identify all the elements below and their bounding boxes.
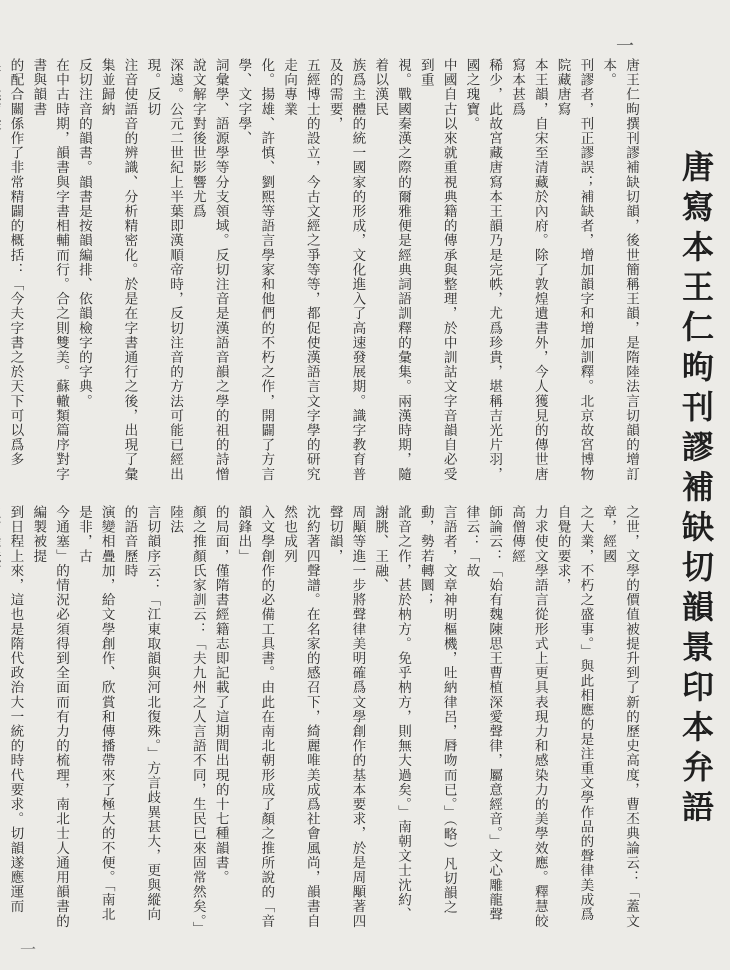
- text-column: 之大業，不朽之盛事。」與此相應的是注重文學作品的聲律美成爲自覺的要求，: [554, 505, 594, 922]
- text-column: 力求使文學語言從形式上更具表現力和感染力的美學效應。釋慧皎高僧傳經: [509, 505, 548, 929]
- text-column: 沈約著四聲譜。在名家的感召下，綺麗唯美成爲社會風尚，韻書自然也成列: [281, 505, 320, 929]
- text-column: 之世，文學的價值被提升到了新的歷史高度，曹丕典論云：「蓋文章，經國: [600, 505, 639, 929]
- text-column: 化。揚雄、許慎、劉熙等語言學家和他們的不朽之作，開闢了方言學、文字學、: [235, 58, 275, 482]
- text-column: 五經博士的設立，今古文經之爭等等，都促使漢語言文字學的研究走向專業: [281, 58, 320, 482]
- text-column: 本王韻，自宋至清藏於內府。除了敦煌遺書外，今人獲見的傳世唐寫本甚爲: [509, 58, 548, 482]
- text-column: 的配合關係作了非常精闢的概括：「今夫字書之於天下可以爲多: [7, 58, 24, 467]
- text-column: 今通塞」的情況必須得到全面而有力的梳理，南北士人通用韻書的編製被提: [30, 505, 70, 929]
- bottom-marker: 一: [20, 940, 37, 959]
- text-column: 言語者，文章神明樞機，吐納律呂，脣吻而已。」（略）凡切韻之動，勢若轉圜；: [417, 505, 457, 915]
- text-column: 顏之推顏氏家訓云：「夫九州之人言語不同，生民已來固常然矣。」陸法: [167, 505, 206, 930]
- text-column: 言切韻序云：「江東取韻與河北復殊。」方言歧異甚大，更與縱向的語音歷時: [121, 505, 161, 922]
- text-column: 深遠。公元二世紀上半葉即漢順帝時，反切注音的方法可能已經出現。反切: [144, 58, 184, 482]
- page-title: 唐寫本王仁昫刊謬補缺切韻景印本弁語: [677, 150, 715, 830]
- text-column: 周顒等進一步將聲律美明確爲文學創作的基本要求，於是周顒著四聲切韻，: [326, 505, 366, 929]
- text-column: 演變相疊加，給文學創作、欣賞和傳播帶來了極大的不便。「南北是非，古: [75, 505, 115, 922]
- text-column: 視。戰國秦漢之際的爾雅便是經典詞語訓釋的彙集。兩漢時期，隨着以漢民: [372, 58, 412, 482]
- text-column: 反切注音的韻書。韻書是按韻編排、依韻檢字的字典。: [75, 58, 92, 409]
- text-column: 的局面，僅隋書經籍志即記載了這期間出現的十七種韻書。: [212, 505, 229, 885]
- text-column: 師論云：「始有魏陳思王曹植深愛聲律，屬意經音。」文心雕龍聲律云：「故: [463, 505, 503, 922]
- text-column: 中國自古以來就重視典籍的傳承與整理，於中訓詁文字音韻自必受到重: [417, 58, 457, 482]
- text-column: 稀少，此故宮藏唐寫本王韻乃是完帙，尤爲珍貴，堪稱吉光片羽，國之瑰寶。: [463, 58, 503, 482]
- text-column: 唐王仁昫撰刊謬補缺切韻，後世簡稱王韻，是隋陸法言切韻的增訂本。: [600, 58, 639, 482]
- body-text-bottom: [7, 505, 642, 935]
- text-column: 入文學創作的必備工具書。由此在南北朝形成了顏之推所說的「音韻鋒出」: [235, 505, 275, 929]
- text-column: 詞彙學、語源學等分支領域。反切注音是漢語音韻之學的祖的詩憎說文解字對後世影響尤爲: [189, 58, 229, 482]
- text-column: 在中古時期，韻書與字書相輔而行。合之則雙美。蘇轍類篇序對字書與韻書: [30, 58, 70, 482]
- text-column: 刊謬者，刊正謬誤；補缺者，增加韻字和增加訓釋。北京故宮博物院藏唐寫: [554, 58, 594, 482]
- text-column: 族爲主體的統一國家的形成，文化進入了高速發展期。識字教育普及的需要，: [326, 58, 366, 482]
- text-column: 訛音之作，甚於枘方。免乎枘方，則無大過矣。」南朝文士沈約、謝朓、王融、: [372, 505, 412, 922]
- page-marker: 一: [616, 36, 634, 57]
- text-column: 注音使語音的辨識、分析精密化。於是在字書通行之後，出現了彙集並歸納: [98, 58, 138, 482]
- text-column: 到日程上來，這也是隋代政治大一統的時代要求。切韻遂應運而: [7, 505, 24, 914]
- body-text-top: [7, 58, 642, 483]
